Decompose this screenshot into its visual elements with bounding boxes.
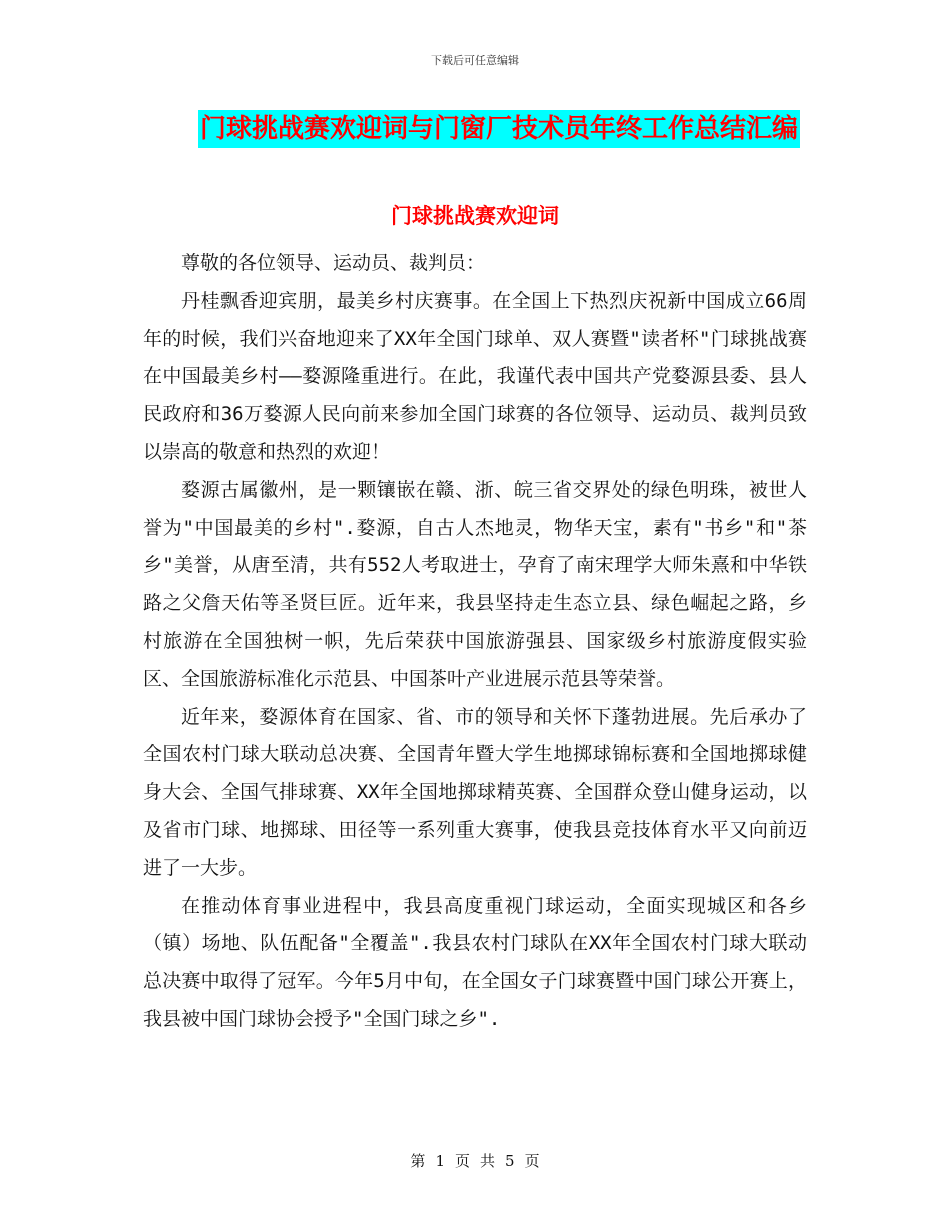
document-title: 门球挑战赛欢迎词与门窗厂技术员年终工作总结汇编 bbox=[198, 110, 800, 148]
header-note: 下载后可任意编辑 bbox=[431, 54, 519, 67]
page-label-prefix: 第 bbox=[410, 1152, 426, 1170]
total-pages-number: 5 bbox=[505, 1152, 515, 1170]
page-footer bbox=[0, 1150, 950, 1171]
body-paragraph: 在推动体育事业进程中，我县高度重视门球运动，全面实现城区和各乡（镇）场地、队伍配备"全覆盖".我县农村门球队在XX年全国农村门球大联动总决赛中取得了冠军。今年5月中旬，在全国女子门球赛暨中国门球公开赛上，我县被中国门球协会授予"全国门球之乡". bbox=[143, 894, 807, 1030]
page-label-suffix: 页 bbox=[524, 1152, 540, 1170]
body-paragraph: 婺源古属徽州，是一颗镶嵌在赣、浙、皖三省交界处的绿色明珠，被世人誉为"中国最美的乡村".婺源，自古人杰地灵，物华天宝，素有"书乡"和"茶乡"美誉，从唐至清，共有552人考取进士，孕育了南宋理学大师朱熹和中华铁路之父詹天佑等圣贤巨匠。近年来，我县坚持走生态立县、绿色崛起之路，乡村旅游在全国独树一帜，先后荣获中国旅游强县、国家级乡村旅游度假实验区、全国旅游标准化示范县、中国茶叶产业进展示范县等荣誉。 bbox=[143, 478, 807, 690]
total-label: 共 bbox=[480, 1152, 496, 1170]
salutation-paragraph: 尊敬的各位领导、运动员、裁判员： bbox=[181, 252, 486, 274]
section-title: 门球挑战赛欢迎词 bbox=[391, 203, 559, 228]
body-paragraph: 近年来，婺源体育在国家、省、市的领导和关怀下蓬勃进展。先后承办了全国农村门球大联动总决赛、全国青年暨大学生地掷球锦标赛和全国地掷球健身大会、全国气排球赛、XX年全国地掷球精英赛、全国群众登山健身运动，以及省市门球、地掷球、田径等一系列重大赛事，使我县竞技体育水平又向前迈进了一大步。 bbox=[143, 705, 807, 879]
current-page-number: 1 bbox=[435, 1152, 445, 1170]
body-paragraph: 丹桂飘香迎宾朋，最美乡村庆赛事。在全国上下热烈庆祝新中国成立66周年的时候，我们兴奋地迎来了XX年全国门球单、双人赛暨"读者杯"门球挑战赛在中国最美乡村——婺源隆重进行。在此，我谨代表中国共产党婺源县委、县人民政府和36万婺源人民向前来参加全国门球赛的各位领导、运动员、裁判员致以崇高的敬意和热烈的欢迎！ bbox=[143, 289, 807, 463]
main-title-container bbox=[0, 110, 950, 148]
document-body bbox=[143, 245, 807, 1039]
page-label-mid: 页 bbox=[454, 1152, 470, 1170]
